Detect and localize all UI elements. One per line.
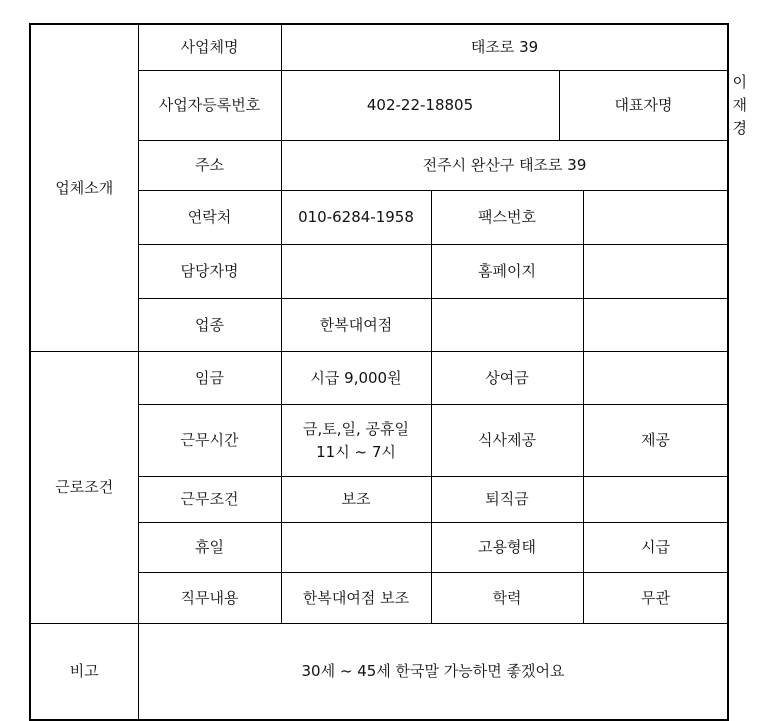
industry-label: 업종 xyxy=(138,299,281,352)
holiday-value xyxy=(281,523,431,573)
hours-value xyxy=(281,405,431,477)
company-intro-label: 업체소개 xyxy=(30,24,138,352)
manager-value xyxy=(281,245,431,299)
fax-value xyxy=(583,191,728,245)
meal-value: 제공 xyxy=(583,405,728,477)
ceo-label: 대표자명 xyxy=(559,70,728,141)
wage-value: 시급 9,000원 xyxy=(281,352,431,405)
job-posting-table: 업체소개 사업체명 태조로 39 사업자등록번호 402-22-18805 대표자명 이재경 주소 전주시 완산구 태조로 39 연락처 010-6284-1958 팩스번호 담당자명 홈페이지 업종 한복대여점 근로조건 임금 시급 9,000원 상여금 근무시간 금,토,일, 공휴일 11시 ~ 7시 식사제공 제공 근무조건 보조 퇴직금 휴일 고용형태 시급 직무내용 한복대여점 보조 학력 무관 비고 30세 ~ 45세 한국말 가능하면 좋겠어요 xyxy=(29,23,729,721)
remarks-label: 비고 xyxy=(30,624,138,720)
education-value: 무관 xyxy=(583,573,728,624)
work-conditions-label: 근로조건 xyxy=(30,352,138,624)
industry-extra-2 xyxy=(583,299,728,352)
industry-value: 한복대여점 xyxy=(281,299,431,352)
address-value: 전주시 완산구 태조로 39 xyxy=(281,141,728,191)
address-label: 주소 xyxy=(138,141,281,191)
condition-value: 보조 xyxy=(281,477,431,523)
duty-label: 직무내용 xyxy=(138,573,281,624)
reg-number-value: 402-22-18805 xyxy=(281,70,559,141)
wage-label: 임금 xyxy=(138,352,281,405)
severance-label: 퇴직금 xyxy=(431,477,583,523)
contact-label: 연락처 xyxy=(138,191,281,245)
hours-label: 근무시간 xyxy=(138,405,281,477)
hours-time: 11시 ~ 7시 xyxy=(316,442,396,461)
business-name-value: 태조로 39 xyxy=(281,24,728,70)
manager-label: 담당자명 xyxy=(138,245,281,299)
condition-label: 근무조건 xyxy=(138,477,281,523)
business-name-label: 사업체명 xyxy=(138,24,281,70)
homepage-value xyxy=(583,245,728,299)
duty-value: 한복대여점 보조 xyxy=(281,573,431,624)
remarks-value: 30세 ~ 45세 한국말 가능하면 좋겠어요 xyxy=(138,624,728,720)
bonus-value xyxy=(583,352,728,405)
severance-value xyxy=(583,477,728,523)
bonus-label: 상여금 xyxy=(431,352,583,405)
industry-extra xyxy=(431,299,583,352)
employment-type-value: 시급 xyxy=(583,523,728,573)
contact-value: 010-6284-1958 xyxy=(281,191,431,245)
homepage-label: 홈페이지 xyxy=(431,245,583,299)
employment-type-label: 고용형태 xyxy=(431,523,583,573)
education-label: 학력 xyxy=(431,573,583,624)
holiday-label: 휴일 xyxy=(138,523,281,573)
reg-number-label: 사업자등록번호 xyxy=(138,70,281,141)
fax-label: 팩스번호 xyxy=(431,191,583,245)
hours-days: 금,토,일, 공휴일 xyxy=(302,419,409,438)
meal-label: 식사제공 xyxy=(431,405,583,477)
